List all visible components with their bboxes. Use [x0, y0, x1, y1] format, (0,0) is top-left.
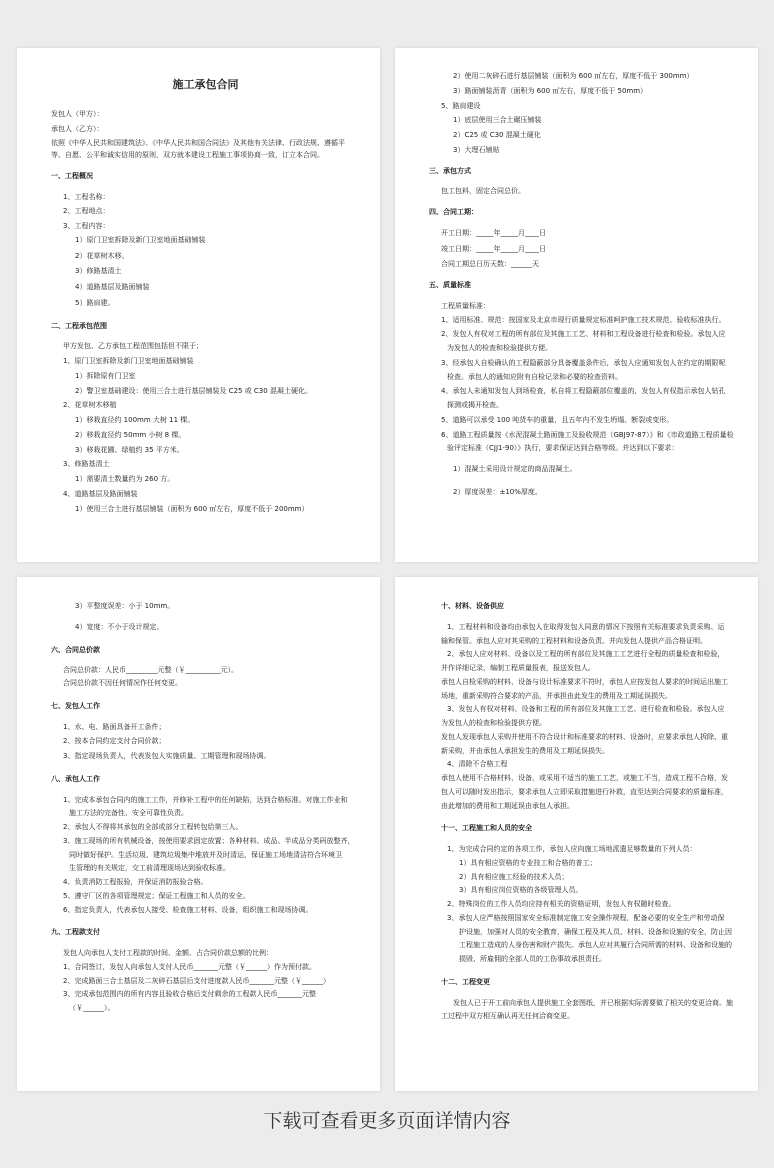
document-line: 4、承包人未通知发包人到场检查，私自将工程隐蔽部位覆盖的，发包人有权指示承包人钻孔 — [441, 387, 726, 396]
document-line: 2）厚度误差：±10%厚度。 — [453, 487, 542, 496]
document-line: 依照《中华人民共和国建筑法》、《中华人民共和国合同法》及其他有关法律、行政法规、遵循平 — [51, 139, 345, 148]
document-line: 3）大理石铺贴 — [453, 145, 500, 154]
document-line: 1）具有相应资格的专业技工和合格的普工； — [459, 858, 597, 867]
document-line: 3）修路基清土 — [75, 267, 122, 276]
document-line: 2、承包人应对材料、设备以及工程的所有部位及其施工工艺进行全程的质量检查和检验， — [447, 650, 725, 659]
document-line: 工程施工造成的人身伤害和财产损失。承包人应对其履行合同所需的材料、设备和设施的 — [459, 941, 732, 950]
document-line: 5、遵守厂区的各项管理规定；保证工程施工和人员的安全。 — [63, 891, 250, 900]
document-line: 竣工日期：_____年_____月____日 — [441, 244, 546, 253]
document-line: 2）警卫室基础建设：使用三合土进行基层铺装及 C25 或 C30 混凝土硬化。 — [75, 386, 312, 395]
document-line: 合同工期总日历天数：______天 — [441, 260, 539, 269]
document-line: 1、为完成合同约定的各项工作，承包人应向施工场地派遣足够数量的下列人员： — [447, 845, 697, 853]
document-line: 1）原门卫室拆除及新门卫室地面基础铺装 — [75, 235, 206, 244]
document-line: 1、工程名称： — [63, 192, 110, 201]
document-line: 2、按本合同约定支付合同价款； — [63, 737, 166, 746]
section-heading: 九、工程款支付 — [51, 928, 100, 937]
document-line: 为发包人的检查和检验提供方便。 — [447, 344, 552, 352]
document-line: 护设施，加强对人员的安全教育，确保工程及其人员、材料、设备和设施的安全，防止因 — [459, 927, 732, 936]
document-line: 1）需要清土数量约为 260 方。 — [75, 475, 175, 483]
document-line: 1、完成本承包合同内的施工工作，并修补工程中的任何缺陷，达到合格标准。对施工作业和 — [63, 795, 348, 804]
document-line: 2）使用二灰碎石进行基层铺装（面积为 600 ㎡左右，厚度不低于 300mm） — [453, 72, 694, 80]
document-line: 发包人已于开工前向承包人提供施工全套图纸，并已根据实际需要做了相关的变更洽商。施 — [453, 998, 733, 1007]
document-line: （￥______）。 — [69, 1004, 115, 1012]
document-line: 3、修路基清土 — [63, 460, 110, 469]
document-line: 新采购，并由承包人承担发生的费用及工期延误损失。 — [441, 746, 609, 755]
document-line: 承包人使用不合格材料、设备，或采用不适当的施工工艺，或施工不当，造成工程不合格，发 — [441, 774, 728, 782]
document-line: 3、工程内容： — [63, 222, 110, 230]
document-line: 工过程中双方相互确认再无任何洽商变更。 — [441, 1012, 574, 1021]
document-line: 2、花草树木移植 — [63, 401, 117, 410]
document-line: 由此增加的费用和工期延误由承包人承担。 — [441, 801, 574, 810]
document-line: 3）具有相应岗位资格的各级管理人员。 — [459, 886, 583, 895]
document-line: 发包人向承包人支付工程款的时间、金额、占合同价款总额的比例： — [63, 949, 273, 957]
section-heading: 二、工程承包范围 — [51, 321, 107, 330]
section-heading: 一、工程概况 — [51, 171, 93, 180]
document-line: 2）C25 或 C30 混凝土硬化 — [453, 131, 541, 139]
section-heading: 八、承包人工作 — [51, 774, 100, 783]
document-line: 2）移栽直径约 50mm 小树 8 棵。 — [75, 430, 186, 439]
section-heading: 三、承包方式 — [429, 166, 471, 175]
section-heading: 六、合同总价款 — [51, 645, 100, 654]
section-heading: 五、质量标准 — [429, 281, 471, 289]
document-line: 1、水、电、路面具备开工条件； — [63, 722, 166, 731]
document-line: 6、道路工程质量按《水泥混凝土路面施工及验收规范（GBJ97-87）》和《市政道路工程质量检 — [441, 430, 734, 439]
document-line: 4、清除不合格工程 — [447, 760, 508, 769]
document-line: 5、道路可以承受 100 吨货车的重量，且五年内不发生坍塌、断裂或变形。 — [441, 415, 674, 424]
document-line: 工程质量标准： — [441, 301, 490, 310]
document-line: 1、原门卫室拆除及新门卫室地面基础铺装 — [63, 357, 194, 365]
download-more-footer: 下载可查看更多页面详情内容 — [263, 1110, 511, 1132]
document-line: 发包人发现承包人采购并使用不符合设计和标准要求的材料、设备时，应要求承包人拆除、重 — [441, 732, 728, 741]
document-line: 4、负责消防工程报验，并保证消防报验合格。 — [63, 878, 208, 886]
document-line: 3、经承包人自检确认的工程隐蔽部分具备覆盖条件后，承包人应通知发包人在约定的期限呢 — [441, 358, 726, 367]
document-line: 场地，重新采购符合要求的产品，并承担由此发生的费用及工期延误损失。 — [441, 691, 672, 700]
document-line: 3）移栽花圃、绿植约 35 平方米。 — [75, 445, 184, 454]
document-line: 承包人自检采购的材料、设备与设计标准要求不符时，承包人应按发包人要求的时间运出施工 — [441, 677, 728, 686]
document-line: 2、发包人有权对工程的所有部位及其施工工艺、材料和工程设备进行检查和检验。承包人应 — [441, 330, 726, 339]
document-line: 2、工程地点： — [63, 207, 110, 216]
document-line: 为发包人的检查和检验提供方便。 — [441, 719, 546, 727]
page-3-lines — [51, 602, 360, 1013]
contract-page-1 — [17, 48, 380, 562]
document-line: 同时做好保护。生活垃圾、建筑垃圾集中堆放并及时清运，保证施工场地清洁符合环境卫 — [69, 850, 342, 859]
document-line: 发包人（甲方）： — [51, 109, 104, 118]
document-line: 1）移栽直径约 100mm 大树 11 棵。 — [75, 416, 195, 424]
section-heading: 十一、工程施工和人员的安全 — [441, 824, 532, 833]
document-line: 1）拆除原有门卫室 — [75, 371, 136, 380]
document-line: 并作详细记录，编制工程质量报表，报送发包人。 — [441, 664, 595, 672]
document-line: 3、发包人有权对材料、设备和工程的所有部位及其施工工艺、进行检查和检验。承包人应 — [447, 705, 725, 714]
section-heading: 四、合同工期： — [429, 208, 478, 216]
document-line: 生管理的有关规定，交工前清理现场达到验收标准。 — [69, 864, 230, 873]
document-line: 输和保管。承包人应对其采购的工程材料和设备负责。并向发包人提供产品合格证明。 — [441, 636, 707, 645]
document-line: 2、完成路面三合土基层及二灰碎石基层后支付进度款人民币_______元整（￥______） — [63, 976, 330, 985]
document-line: 合同总价款不因任何情况作任何变更。 — [63, 679, 182, 687]
document-line: 3、完成承包范围内的所有内容且验收合格后支付剩余的工程款人民币_______元整 — [63, 990, 316, 999]
document-line: 检查。承包人的通知应附有自检记录和必要的检查资料。 — [447, 372, 622, 381]
document-line: 验评定标准（CJJ1-90）》执行，要求保证达到合格等级。并达到以下要求： — [447, 444, 679, 453]
document-line: 2）具有相应施工经验的技术人员； — [459, 872, 569, 881]
document-line: 5、路肩建设 — [441, 101, 481, 110]
page-4-lines — [429, 602, 738, 1021]
document-line: 开工日期：_____年_____月____日 — [441, 228, 546, 237]
document-line: 2、特殊岗位的工作人员均应持有相关的资格证明，发包人有权随时检查。 — [447, 900, 676, 908]
document-line: 1）使用三合土进行基层铺装（面积为 600 ㎡左右，厚度不低于 200mm） — [75, 504, 309, 513]
document-line: 5）路肩建。 — [75, 298, 115, 307]
document-line: 包人可以随时发出指示，要求承包人立即采取措施进行补救，直至达到合同要求的质量标准， — [441, 787, 728, 796]
document-line: 包工包料，固定合同总价。 — [441, 187, 525, 196]
contract-page-4 — [395, 577, 758, 1091]
document-line: 4、道路基层及路面铺装 — [63, 489, 138, 498]
section-heading: 十二、工程变更 — [441, 977, 490, 986]
page-1-lines — [51, 110, 360, 514]
document-line: 2）花草树木移。 — [75, 251, 129, 260]
document-line: 探测或揭开检查。 — [447, 401, 503, 409]
document-line: 3）平整度误差：小于 10mm。 — [75, 602, 175, 610]
document-line: 3、承包人应严格按照国家安全标准制定施工安全操作规程，配备必要的安全生产和劳动保 — [447, 913, 725, 922]
document-line: 3、施工现场的所有机械设备，按使用要求固定放置；各种材料、成品、半成品分类码放整齐， — [63, 836, 355, 845]
section-heading: 十、材料、设备供应 — [441, 602, 504, 610]
page-2-lines — [429, 72, 738, 497]
contract-page-3 — [17, 577, 380, 1091]
document-line: 1、适用标准、规范：按国家及北京市现行质量规定标准呵护施工技术规范、验收标准执行。 — [441, 315, 726, 324]
contract-page-2 — [395, 48, 758, 562]
document-line: 施工方法的完备性、安全可靠性负责。 — [69, 809, 188, 818]
contract-title: 施工承包合同 — [172, 78, 239, 91]
section-heading: 七、发包人工作 — [51, 701, 100, 710]
document-line: 2、承包人不得将其承包的全部或部分工程转包给第三人。 — [63, 823, 243, 831]
document-line: 1）底层使用三合土碾压铺装 — [453, 116, 542, 125]
document-line: 损毁、所雇佣的全部人员的工伤事故承担责任。 — [459, 955, 606, 963]
document-line: 1、合同签订，发包人向承包人支付人民币_______元整（￥______）作为预付款。 — [63, 962, 316, 971]
document-line: 4）宽度：不小于设计规定。 — [75, 622, 164, 631]
document-line: 1）混凝土采用设计规定的商品混凝土。 — [453, 465, 577, 473]
document-line: 合同总价款：人民币_________元整（￥__________元）。 — [63, 666, 238, 675]
document-line: 3）路面铺装沥青（面积为 600 ㎡左右，厚度不低于 50mm） — [453, 86, 648, 95]
document-line: 4）道路基层及路面铺装 — [75, 283, 150, 291]
document-line: 3、指定现场负责人，代表发包人实施质量、工期管理和现场协调。 — [63, 752, 271, 760]
document-line: 等、自愿、公平和诚实信用的原则，双方就本建设工程施工事项协商一致，订立本合同。 — [51, 151, 324, 159]
document-line: 甲方发包、乙方承包工程范围包括但不限于； — [63, 342, 203, 351]
document-line: 6、指定负责人，代表承包人接受、检查施工材料、设备，组织施工和现场协调。 — [63, 905, 313, 914]
document-line: 1、工程材料和设备均由承包人在取得发包人同意的情况下按照有关标准要求负责采购、运 — [447, 622, 725, 631]
document-line: 承包人（乙方）： — [51, 124, 104, 133]
